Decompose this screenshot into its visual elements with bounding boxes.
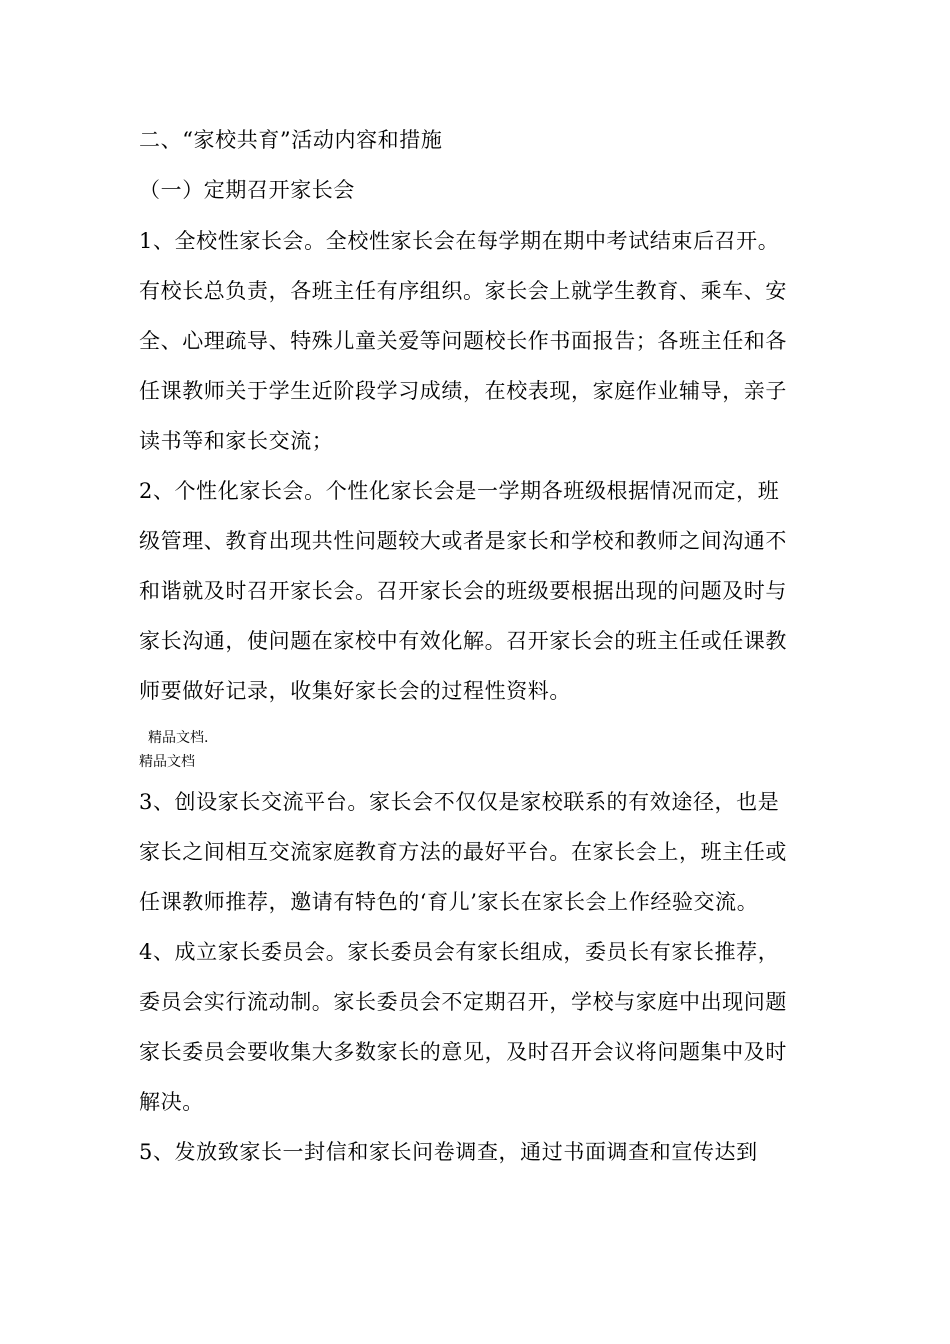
paragraph1-line: 全、心理疏导、特殊儿童关爱等问题校长作书面报告；各班主任和各 [139, 329, 787, 353]
section-heading: 二、“家校共育”活动内容和措施 [139, 128, 443, 152]
paragraph4-line: 解决。 [139, 1090, 204, 1114]
paragraph2-line: 家长沟通，使问题在家校中有效化解。召开家长会的班主任或任课教 [139, 629, 787, 653]
paragraph2-line: 2、个性化家长会。个性化家长会是一学期各班级根据情况而定，班 [139, 479, 780, 503]
paragraph1-line: 读书等和家长交流； [139, 429, 334, 453]
paragraph5-line: 5、发放致家长一封信和家长问卷调查，通过书面调查和宣传达到 [139, 1140, 758, 1164]
paragraph1-line: 任课教师关于学生近阶段学习成绩，在校表现，家庭作业辅导，亲子 [139, 379, 787, 403]
page-footer: 精品文档. [148, 730, 209, 746]
paragraph1-line: 1、全校性家长会。全校性家长会在每学期在期中考试结束后召开。 [139, 229, 780, 253]
paragraph1-line: 有校长总负责，各班主任有序组织。家长会上就学生教育、乘车、安 [139, 279, 787, 303]
subsection-heading: （一）定期召开家长会 [139, 178, 355, 202]
paragraph3-line: 家长之间相互交流家庭教育方法的最好平台。在家长会上，班主任或 [139, 840, 787, 864]
paragraph2-line: 师要做好记录，收集好家长会的过程性资料。 [139, 679, 571, 703]
page-header: 精品文档 [139, 754, 195, 770]
paragraph4-line: 4、成立家长委员会。家长委员会有家长组成，委员长有家长推荐， [139, 940, 780, 964]
paragraph2-line: 级管理、教育出现共性问题较大或者是家长和学校和教师之间沟通不 [139, 529, 787, 553]
paragraph3-line: 3、创设家长交流平台。家长会不仅仅是家校联系的有效途径，也是 [139, 790, 780, 814]
paragraph2-line: 和谐就及时召开家长会。召开家长会的班级要根据出现的问题及时与 [139, 579, 787, 603]
paragraph3-line: 任课教师推荐，邀请有特色的‘育儿’家长在家长会上作经验交流。 [139, 890, 759, 914]
paragraph4-line: 家长委员会要收集大多数家长的意见，及时召开会议将问题集中及时 [139, 1040, 787, 1064]
paragraph4-line: 委员会实行流动制。家长委员会不定期召开，学校与家庭中出现问题 [139, 990, 787, 1014]
